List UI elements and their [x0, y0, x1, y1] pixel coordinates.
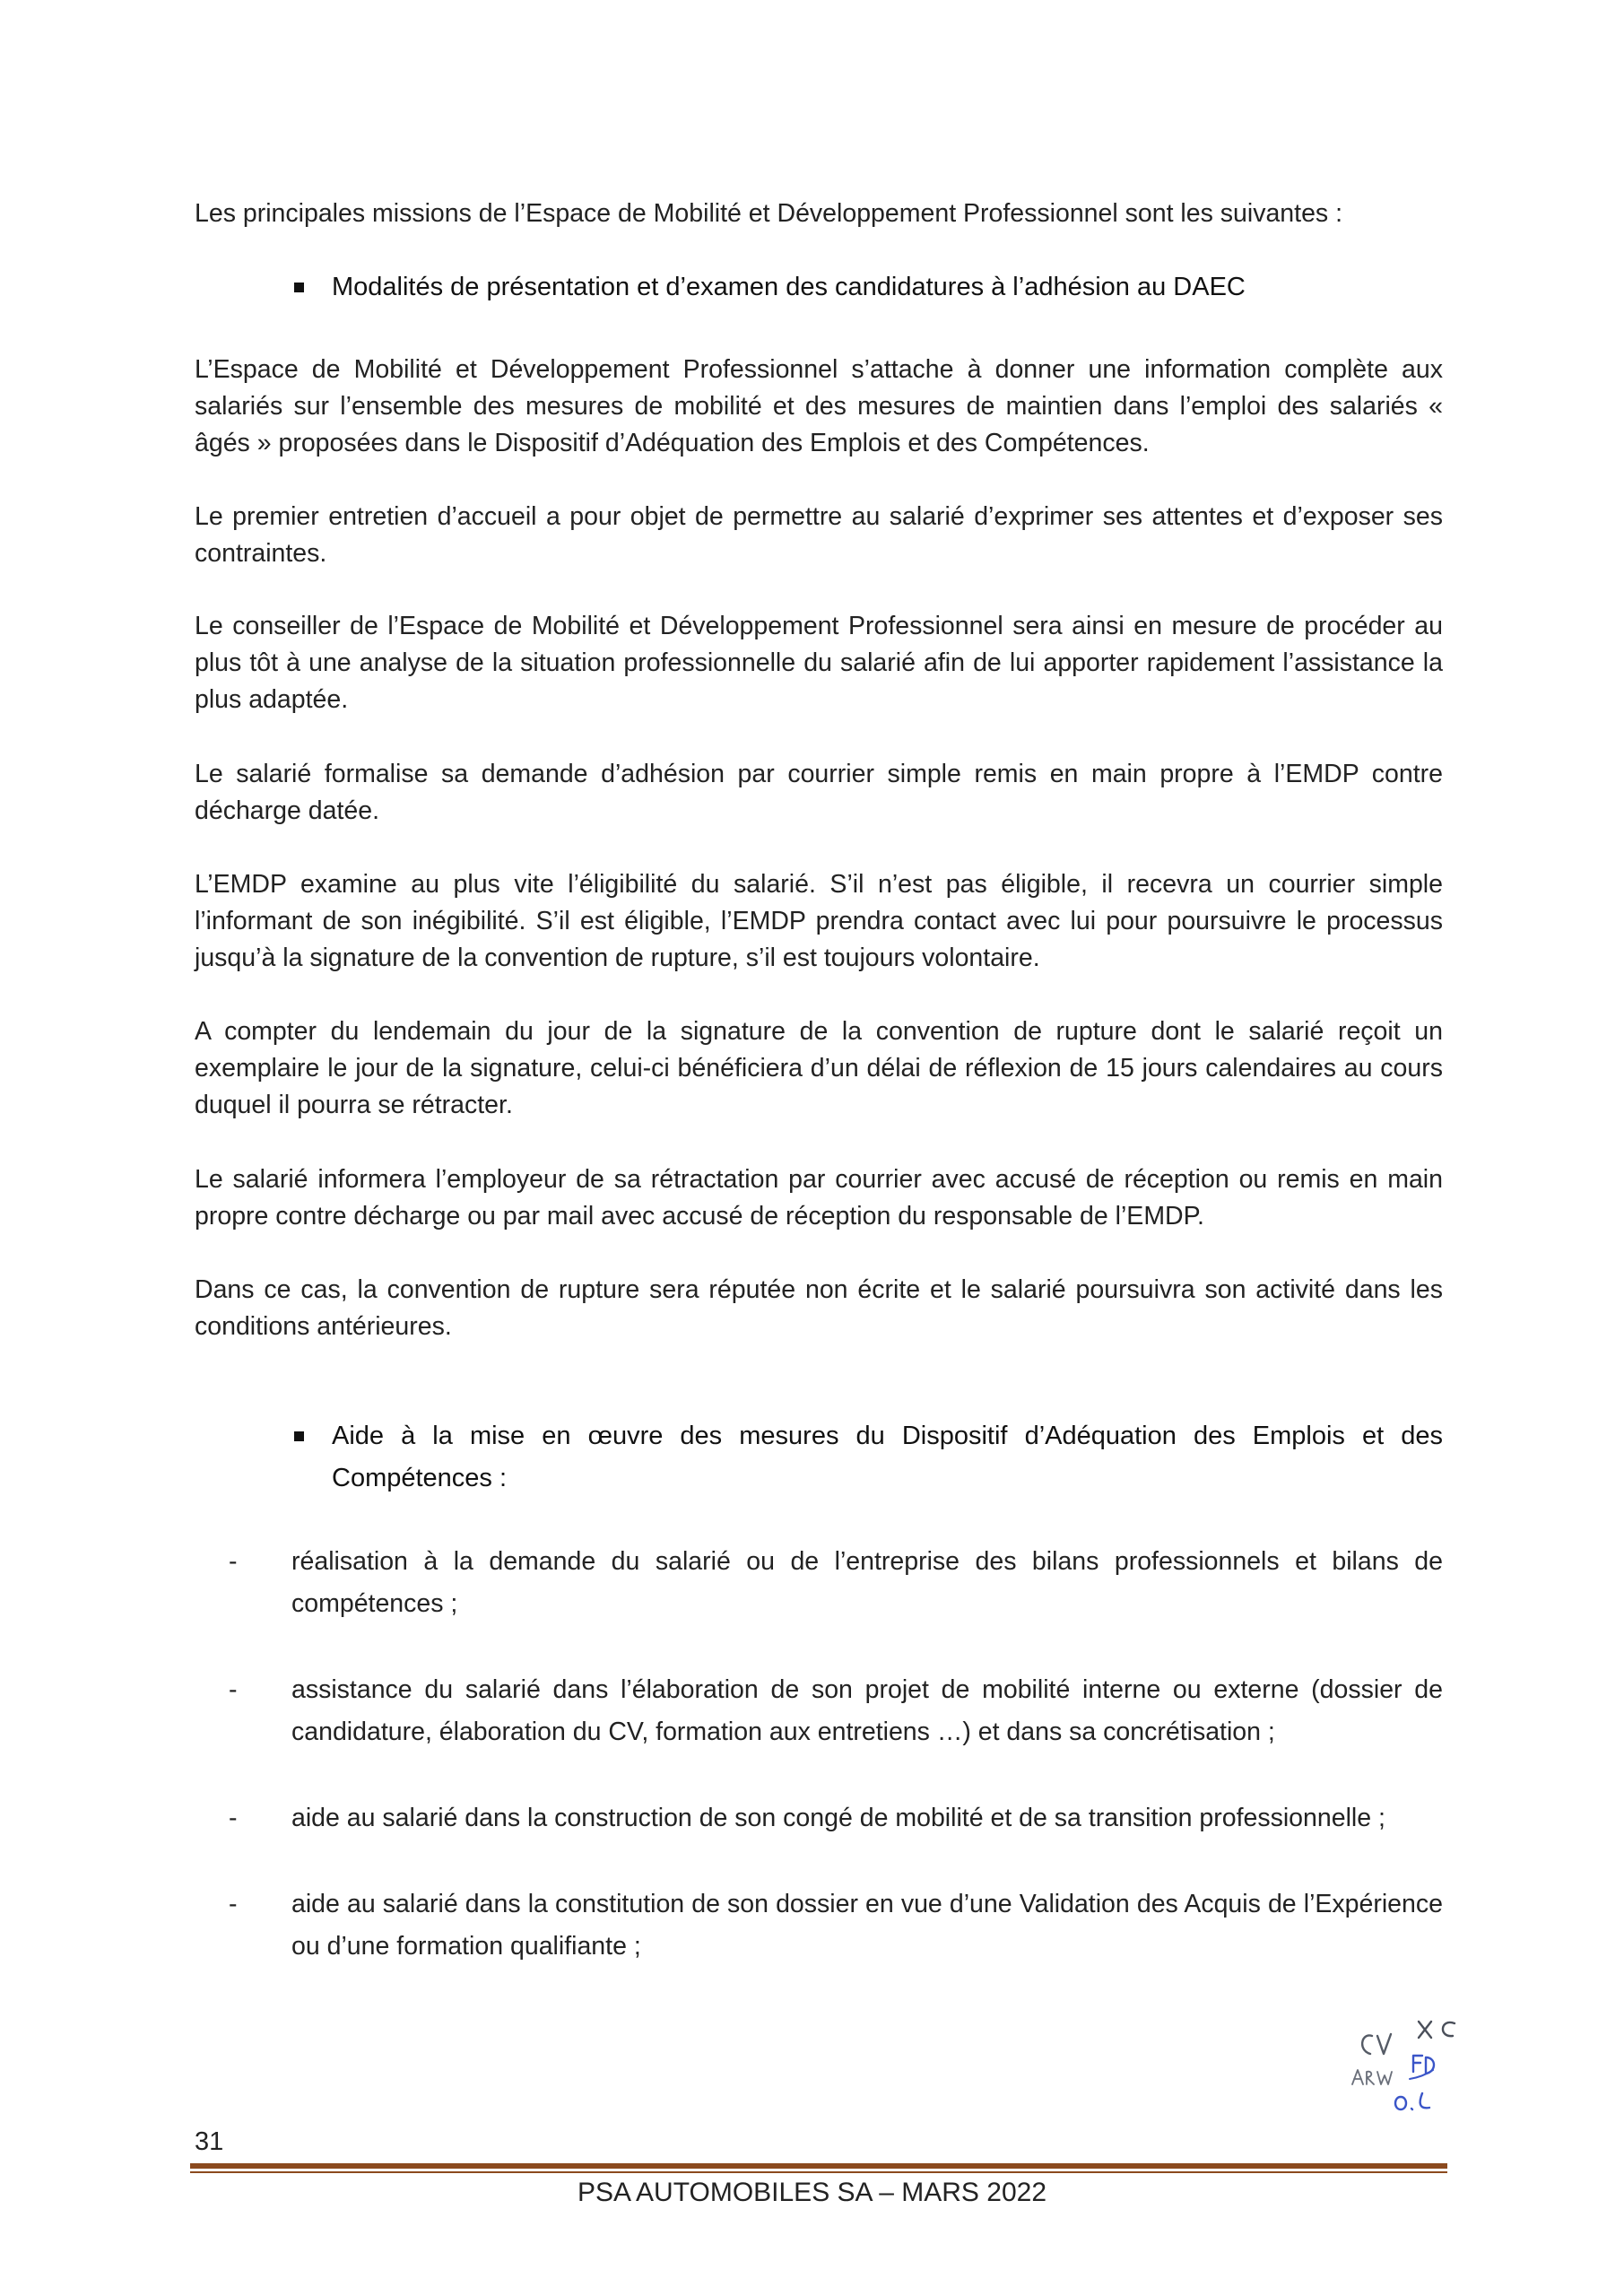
paragraph: Le salarié formalise sa demande d’adhésion par courrier simple remis en main propre à l’EMDP contre décharge datée. — [195, 760, 1443, 825]
list-item-text: aide au salarié dans la constitution de son dossier en vue d’une Validation des Acquis de l’Expérience ou d’une formation qualifiante ; — [291, 1890, 1443, 1961]
paragraph: A compter du lendemain du jour de la signature de la convention de rupture dont le salarié reçoit un exemplaire le jour de la signature, celui-ci bénéficiera d’un délai de réflexion de 15 jours calendaires au cours duquel il pourra se rétracter. — [195, 1017, 1443, 1119]
section-heading-text: Modalités de présentation et d’examen des candidatures à l’adhésion au DAEC — [332, 273, 1246, 301]
section-heading-candidatures — [294, 266, 1443, 309]
dash-bullet: - — [229, 1804, 238, 1832]
paragraph: Dans ce cas, la convention de rupture sera réputée non écrite et le salarié poursuivra son activité dans les conditions antérieures. — [195, 1275, 1443, 1341]
list-item-text: assistance du salarié dans l’élaboration de son projet de mobilité interne ou externe (dossier de candidature, élaboration du CV, formation aux entretiens …) et dans sa concrétisation ; — [291, 1675, 1443, 1746]
footer-rule-thin — [190, 2171, 1447, 2173]
dash-bullet: - — [229, 1547, 238, 1576]
footer-rule-thick — [190, 2163, 1447, 2169]
square-bullet-icon — [294, 283, 304, 292]
paragraph: L’Espace de Mobilité et Développement Professionnel s’attache à donner une information complète aux salariés sur l’ensemble des mesures de mobilité et des mesures de maintien dans l’emploi des salariés « âgés » proposées dans le Dispositif d’Adéquation des Emplois et des Compétences. — [195, 355, 1443, 457]
dash-bullet: - — [229, 1890, 238, 1918]
paragraph: Le salarié informera l’employeur de sa rétractation par courrier avec accusé de réception ou remis en main propre contre décharge ou par mail avec accusé de réception du responsable de l’EMDP. — [195, 1165, 1443, 1231]
paragraph: Le premier entretien d’accueil a pour objet de permettre au salarié d’exprimer ses attentes et d’exposer ses contraintes. — [195, 502, 1443, 568]
square-bullet-icon — [294, 1431, 304, 1441]
dash-bullet: - — [229, 1675, 238, 1704]
initials-ol — [1395, 2093, 1429, 2109]
list-item — [229, 1541, 1443, 1625]
list-item — [229, 1797, 1443, 1839]
paragraph: L’EMDP examine au plus vite l’éligibilité du salarié. S’il n’est pas éligible, il recevra un courrier simple l’informant de son inégibilité. S’il est éligible, l’EMDP prendra contact avec lui pour poursuivre le processus jusqu’à la signature de la convention de rupture, s’il est toujours volontaire. — [195, 870, 1443, 972]
handwritten-initials — [1345, 2016, 1498, 2133]
paragraph: Le conseiller de l’Espace de Mobilité et Développement Professionnel sera ainsi en mesure de procéder au plus tôt à une analyse de la situation professionnelle du salarié afin de lui apporter rapidement l’assistance la plus adaptée. — [195, 612, 1443, 714]
page-number: 31 — [195, 2127, 224, 2156]
section-heading-aide — [294, 1415, 1443, 1500]
initials-cv — [1362, 2034, 1391, 2054]
intro-paragraph: Les principales missions de l’Espace de Mobilité et Développement Professionnel sont les suivantes : — [195, 199, 1343, 228]
initials-arw — [1352, 2070, 1392, 2084]
list-item — [229, 1669, 1443, 1753]
list-item-text: réalisation à la demande du salarié ou de l’entreprise des bilans professionnels et bilans de compétences ; — [291, 1547, 1443, 1618]
initials-xc — [1419, 2022, 1455, 2038]
list-item-text: aide au salarié dans la construction de son congé de mobilité et de sa transition professionnelle ; — [291, 1804, 1385, 1832]
list-item — [229, 1883, 1443, 1968]
section-heading-text: Aide à la mise en œuvre des mesures du Dispositif d’Adéquation des Emplois et des Compétences : — [332, 1422, 1443, 1492]
footer-text: PSA AUTOMOBILES SA – MARS 2022 — [577, 2178, 1047, 2207]
